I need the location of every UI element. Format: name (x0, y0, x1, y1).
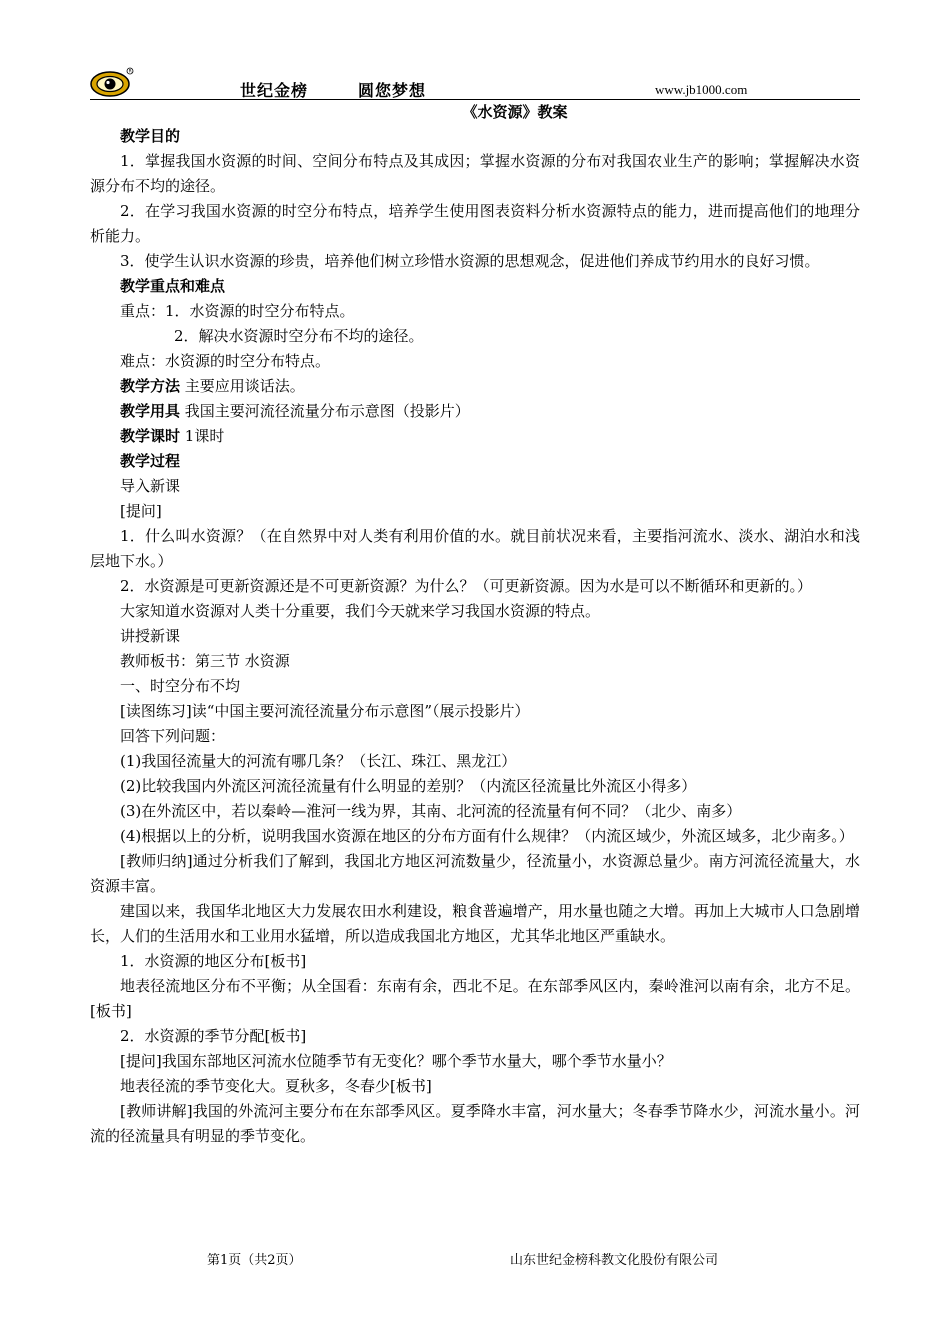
answer-prompt: 回答下列问题： (120, 727, 226, 745)
north-shortage: 建国以来，我国华北地区大力发展农田水利建设，粮食普遍增产，用水量也随之大增。再加上大城市人口急剧增长，人们的生活用水和工业用水猛增，所以造成我国北方地区，尤其华北地区严重缺水。 (90, 902, 860, 945)
exercise-2: (2)比较我国内外流区河流径流量有什么明显的差别？（内流区径流量比外流区小得多） (120, 777, 697, 795)
site-url: www.jb1000.com (655, 82, 748, 97)
exercise-4: (4)根据以上的分析，说明我国水资源在地区的分布方面有什么规律？（内流区域少，外流区域多，北少南多。） (120, 827, 854, 845)
eye-logo-icon (90, 66, 134, 98)
key-point-2: 2．解决水资源时空分布不均的途径。 (174, 327, 424, 345)
method-line (90, 374, 860, 399)
goal-3: 3．使学生认识水资源的珍贵，培养他们树立珍惜水资源的思想观念，促进他们养成节约用水的良好习惯。 (120, 252, 820, 270)
tools-label: 教学用具 (120, 402, 181, 420)
company-name: 山东世纪金榜科教文化股份有限公司 (510, 1253, 719, 1268)
subsection-2: 2．水资源的季节分配[板书] (120, 1027, 307, 1045)
goal-1: 1．掌握我国水资源的时间、空间分布特点及其成因；掌握水资源的分布对我国农业生产的影响；掌握解决水资源分布不均的途径。 (90, 152, 860, 195)
transition: 大家知道水资源对人类十分重要，我们今天就来学习我国水资源的特点。 (120, 602, 601, 620)
board-title: 教师板书：第三节 水资源 (120, 652, 290, 670)
question-2: 2．水资源是可更新资源还是不可更新资源？为什么？（可更新资源。因为水是可以不断循环和更新的。） (120, 577, 813, 595)
lesson-plan (90, 100, 860, 1149)
question-1: 1．什么叫水资源？（在自然界中对人类有利用价值的水。就目前状况来看，主要指河流水、淡水、湖泊水和浅层地下水。） (90, 527, 860, 570)
subsection-2-text: 地表径流的季节变化大。夏秋多，冬春少[板书] (120, 1077, 432, 1095)
svg-text:R: R (128, 69, 132, 75)
goal-2: 2．在学习我国水资源的时空分布特点，培养学生使用图表资料分析水资源特点的能力，进而提高他们的地理分析能力。 (90, 202, 860, 245)
brand-name: 世纪金榜 (240, 81, 309, 100)
doc-title: 《水资源》教案 (462, 103, 568, 121)
section-heading-goals: 教学目的 (120, 127, 181, 145)
page-number: 第1页（共2页） (207, 1253, 302, 1268)
tools-text: 我国主要河流径流量分布示意图（投影片） (180, 402, 470, 420)
page-header (90, 66, 860, 102)
ask: [提问] (120, 502, 162, 520)
teacher-summary: [教师归纳]通过分析我们了解到，我国北方地区河流数量少，径流量小，水资源总量少。南方河流径流量大，水资源丰富。 (90, 852, 860, 895)
part-1: 一、时空分布不均 (120, 677, 241, 695)
key-point-1: 重点：1．水资源的时空分布特点。 (120, 302, 355, 320)
exercise-3: (3)在外流区中，若以秦岭—淮河一线为界，其南、北河流的径流量有何不同？（北少、南多） (120, 802, 742, 820)
tools-line (90, 399, 860, 424)
brand-slogan: 圆您梦想 (358, 81, 427, 100)
subsection-1-text: 地表径流地区分布不平衡；从全国看：东南有余，西北不足。在东部季风区内，秦岭淮河以南有余，北方不足。[板书] (90, 977, 860, 1020)
method-label: 教学方法 (120, 377, 181, 395)
exercise-1: (1)我国径流量大的河流有哪几条？（长江、珠江、黑龙江） (120, 752, 517, 770)
section-heading-keypoints: 教学重点和难点 (120, 277, 226, 295)
subsection-2-ask: [提问]我国东部地区河流水位随季节有无变化？哪个季节水量大，哪个季节水量小？ (120, 1052, 672, 1070)
intro: 导入新课 (120, 477, 181, 495)
teacher-lecture: [教师讲解]我国的外流河主要分布在东部季风区。夏季降水丰富，河水量大；冬春季节降水少，河流水量小。河流的径流量具有明显的季节变化。 (90, 1102, 860, 1145)
hours-text: 1课时 (180, 427, 225, 445)
subsection-1: 1．水资源的地区分布[板书] (120, 952, 307, 970)
section-heading-process: 教学过程 (120, 452, 181, 470)
method-text: 主要应用谈话法。 (180, 377, 305, 395)
exercise: [读图练习]读“中国主要河流径流量分布示意图”（展示投影片） (120, 702, 530, 720)
new-lesson: 讲授新课 (120, 627, 181, 645)
hours-label: 教学课时 (120, 427, 181, 445)
hours-line (90, 424, 860, 449)
difficulty: 难点：水资源的时空分布特点。 (120, 352, 331, 370)
